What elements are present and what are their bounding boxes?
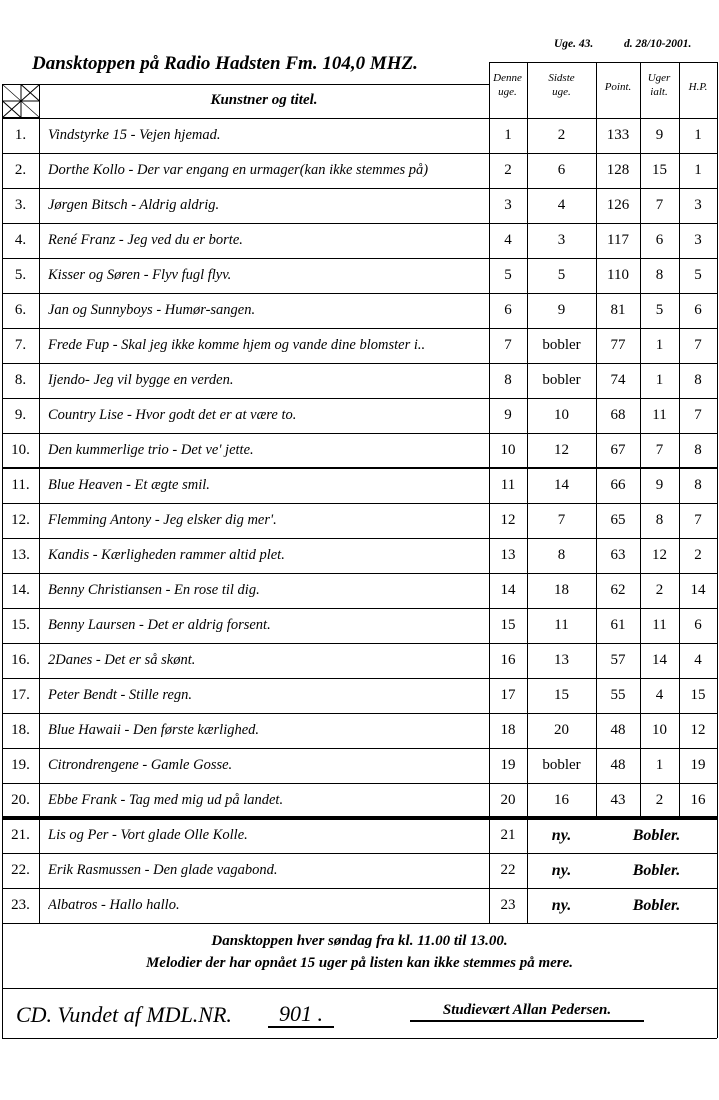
rule-vertical — [679, 62, 680, 818]
hp-value: 1 — [694, 127, 702, 143]
rule-horizontal — [489, 62, 717, 63]
rule-horizontal — [2, 923, 717, 924]
this-week-value: 13 — [500, 547, 516, 563]
this-week-value: 1 — [504, 127, 512, 143]
bubbler-label: Bobler. — [632, 826, 681, 844]
song-title: Lis og Per - Vort glade Olle Kolle. — [48, 827, 248, 843]
col-points: Point. — [604, 81, 632, 93]
rule-vertical — [596, 62, 597, 818]
weeks-total-value: 12 — [652, 547, 667, 563]
col-hp: H.P. — [688, 81, 708, 93]
weeks-total-value: 2 — [655, 582, 664, 598]
weeks-total-value: 11 — [652, 407, 667, 423]
rank-number: 16. — [11, 652, 30, 668]
new-entry-label: ny. — [551, 826, 572, 844]
last-week-value: 5 — [557, 267, 566, 283]
rank-number: 5. — [14, 267, 27, 283]
song-title: Flemming Antony - Jeg elsker dig mer'. — [48, 512, 277, 528]
hp-value: 7 — [694, 407, 702, 423]
song-title: Jan og Sunnyboys - Humør-sangen. — [48, 302, 256, 318]
hp-value: 1 — [694, 162, 702, 178]
new-entry-label: ny. — [551, 861, 572, 879]
points-value: 43 — [610, 792, 626, 808]
last-week-value: 14 — [554, 477, 569, 493]
hp-value: 15 — [690, 687, 706, 703]
col-weeks-line1: Uger — [647, 72, 671, 84]
rank-number: 2. — [14, 162, 27, 178]
this-week-value: 18 — [500, 722, 516, 738]
hp-value: 7 — [694, 337, 702, 353]
page-title: Dansktoppen på Radio Hadsten Fm. 104,0 MHZ. — [32, 53, 418, 74]
points-value: 110 — [607, 267, 629, 283]
this-week-value: 4 — [504, 232, 512, 248]
col-last-week-line1: Sidste — [548, 72, 575, 84]
hp-value: 6 — [694, 617, 702, 633]
hp-value: 2 — [694, 547, 702, 563]
bubbler-label: Bobler. — [632, 896, 681, 914]
last-week-value: bobler — [542, 372, 581, 388]
rank-number: 7. — [14, 337, 27, 353]
this-week-value: 16 — [500, 652, 516, 668]
rule-horizontal — [2, 84, 489, 85]
host-name: Studievært Allan Pedersen. — [410, 1001, 644, 1022]
song-title: Erik Rasmussen - Den glade vagabond. — [48, 862, 278, 878]
weeks-total-value: 4 — [655, 687, 664, 703]
cd-winner-label: CD. Vundet af MDL.NR. — [16, 1002, 232, 1027]
last-week-value: 13 — [554, 652, 569, 668]
song-title: Country Lise - Hvor godt det er at være to. — [48, 407, 297, 423]
weeks-total-value: 2 — [655, 792, 664, 808]
this-week-value: 15 — [500, 617, 516, 633]
this-week-value: 21 — [500, 827, 516, 843]
song-title: Benny Laursen - Det er aldrig forsent. — [48, 617, 271, 633]
song-title: Jørgen Bitsch - Aldrig aldrig. — [48, 197, 220, 213]
points-value: 126 — [606, 197, 630, 213]
corner-cross-icon — [2, 84, 40, 118]
last-week-value: 12 — [554, 442, 569, 458]
rank-number: 6. — [14, 302, 27, 318]
rank-number: 10. — [11, 442, 30, 458]
song-title: Peter Bendt - Stille regn. — [48, 687, 193, 703]
col-weeks-line2: ialt. — [650, 86, 668, 98]
hp-value: 8 — [694, 442, 702, 458]
points-value: 117 — [607, 232, 629, 248]
rank-number: 23. — [11, 897, 30, 913]
weeks-total-value: 9 — [655, 127, 664, 143]
last-week-value: 18 — [554, 582, 569, 598]
rule-horizontal — [2, 1038, 717, 1039]
last-week-value: bobler — [542, 757, 581, 773]
song-title: Ijendo- Jeg vil bygge en verden. — [48, 372, 234, 388]
rank-number: 11. — [11, 477, 30, 493]
points-value: 48 — [610, 722, 626, 738]
rank-number: 13. — [11, 547, 30, 563]
col-this-week — [489, 71, 526, 99]
hp-value: 5 — [694, 267, 702, 283]
last-week-value: 7 — [557, 512, 566, 528]
rule-vertical — [39, 84, 40, 923]
weeks-total-value: 7 — [655, 442, 664, 458]
this-week-value: 7 — [504, 337, 512, 353]
footer-line1: Dansktoppen hver søndag fra kl. 11.00 til 13.00. — [211, 933, 508, 949]
date-label: d. 28/10-2001. — [624, 38, 692, 50]
rank-number: 3. — [14, 197, 27, 213]
rank-number: 20. — [11, 792, 30, 808]
rank-number: 9. — [14, 407, 27, 423]
weeks-total-value: 6 — [655, 232, 664, 248]
song-title: Dorthe Kollo - Der var engang en urmager(kan ikke stemmes på) — [48, 162, 429, 178]
rank-number: 19. — [11, 757, 30, 773]
rank-number: 22. — [11, 862, 30, 878]
song-title: Vindstyrke 15 - Vejen hjemad. — [48, 127, 221, 143]
hp-value: 6 — [694, 302, 702, 318]
rank-number: 15. — [11, 617, 30, 633]
points-value: 68 — [610, 407, 626, 423]
last-week-value: 20 — [554, 722, 569, 738]
footer-line2: Melodier der har opnået 15 uger på listen kan ikke stemmes på mere. — [145, 955, 574, 971]
last-week-value: 3 — [557, 232, 566, 248]
hp-value: 3 — [694, 197, 702, 213]
song-title: Citrondrengene - Gamle Gosse. — [48, 757, 233, 773]
col-artist: Kunstner og titel. — [210, 92, 318, 108]
song-title: Ebbe Frank - Tag med mig ud på landet. — [48, 792, 284, 808]
weeks-total-value: 14 — [652, 652, 667, 668]
this-week-value: 19 — [500, 757, 516, 773]
rank-number: 18. — [11, 722, 30, 738]
points-value: 62 — [610, 582, 626, 598]
last-week-value: 2 — [557, 127, 566, 143]
hp-value: 7 — [694, 512, 702, 528]
hp-value: 4 — [694, 652, 702, 668]
new-entry-label: ny. — [551, 896, 572, 914]
weeks-total-value: 1 — [655, 372, 664, 388]
col-this-week-line1: Denne — [493, 72, 522, 84]
this-week-value: 3 — [504, 197, 512, 213]
this-week-value: 23 — [500, 897, 516, 913]
points-value: 66 — [610, 477, 626, 493]
rank-number: 17. — [11, 687, 30, 703]
rule-vertical — [489, 62, 490, 923]
week-label: Uge. 43. — [554, 38, 594, 50]
weeks-total-value: 1 — [655, 337, 664, 353]
this-week-value: 5 — [504, 267, 512, 283]
cd-winner-number: 901 . — [268, 1002, 334, 1028]
weeks-total-value: 15 — [652, 162, 667, 178]
last-week-value: 16 — [554, 792, 569, 808]
song-title: Benny Christiansen - En rose til dig. — [48, 582, 260, 598]
rank-number: 1. — [14, 127, 27, 143]
song-title: 2Danes - Det er så skønt. — [48, 652, 196, 668]
rule-vertical — [640, 62, 641, 818]
points-value: 67 — [610, 442, 626, 458]
weeks-total-value: 1 — [655, 757, 664, 773]
song-title: René Franz - Jeg ved du er borte. — [48, 232, 243, 248]
hp-value: 8 — [694, 477, 702, 493]
points-value: 61 — [610, 617, 626, 633]
this-week-value: 17 — [500, 687, 516, 703]
weeks-total-value: 9 — [655, 477, 664, 493]
weeks-total-value: 11 — [652, 617, 667, 633]
points-value: 55 — [610, 687, 626, 703]
rank-number: 4. — [14, 232, 27, 248]
points-value: 65 — [610, 512, 626, 528]
rank-number: 8. — [14, 372, 27, 388]
this-week-value: 12 — [500, 512, 516, 528]
this-week-value: 6 — [504, 302, 512, 318]
hp-value: 14 — [690, 582, 706, 598]
last-week-value: 10 — [554, 407, 569, 423]
col-this-week-line2: uge. — [498, 86, 517, 98]
song-title: Den kummerlige trio - Det ve' jette. — [48, 442, 254, 458]
points-value: 128 — [606, 162, 630, 178]
bubbler-label: Bobler. — [632, 861, 681, 879]
hp-value: 16 — [690, 792, 706, 808]
weeks-total-value: 8 — [655, 267, 664, 283]
song-title: Blue Heaven - Et ægte smil. — [48, 477, 210, 493]
this-week-value: 11 — [500, 477, 516, 493]
last-week-value: 8 — [557, 547, 566, 563]
last-week-value: 4 — [557, 197, 566, 213]
points-value: 57 — [610, 652, 626, 668]
weeks-total-value: 7 — [655, 197, 664, 213]
hp-value: 3 — [694, 232, 702, 248]
last-week-value: 15 — [554, 687, 569, 703]
weeks-total-value: 5 — [655, 302, 664, 318]
points-value: 81 — [610, 302, 626, 318]
last-week-value: 11 — [554, 617, 569, 633]
this-week-value: 14 — [500, 582, 516, 598]
this-week-value: 9 — [504, 407, 512, 423]
rank-number: 14. — [11, 582, 30, 598]
this-week-value: 20 — [500, 792, 516, 808]
this-week-value: 22 — [500, 862, 516, 878]
song-title: Blue Hawaii - Den første kærlighed. — [48, 722, 260, 738]
rule-vertical — [717, 62, 718, 923]
col-weeks-total — [640, 71, 678, 99]
rank-number: 12. — [11, 512, 30, 528]
song-title: Kisser og Søren - Flyv fugl flyv. — [48, 267, 232, 283]
this-week-value: 2 — [504, 162, 512, 178]
last-week-value: bobler — [542, 337, 581, 353]
hp-value: 19 — [690, 757, 706, 773]
song-title: Kandis - Kærligheden rammer altid plet. — [48, 547, 285, 563]
this-week-value: 8 — [504, 372, 512, 388]
last-week-value: 6 — [557, 162, 566, 178]
rule-horizontal — [2, 988, 717, 989]
points-value: 77 — [610, 337, 626, 353]
last-week-value: 9 — [557, 302, 566, 318]
points-value: 63 — [610, 547, 626, 563]
this-week-value: 10 — [500, 442, 516, 458]
song-title: Albatros - Hallo hallo. — [48, 897, 180, 913]
col-last-week-line2: uge. — [552, 86, 571, 98]
points-value: 48 — [610, 757, 626, 773]
rule-vertical — [527, 62, 528, 923]
weeks-total-value: 10 — [652, 722, 667, 738]
hp-value: 12 — [690, 722, 706, 738]
points-value: 74 — [610, 372, 626, 388]
rank-number: 21. — [11, 827, 30, 843]
points-value: 133 — [606, 127, 630, 143]
song-title: Frede Fup - Skal jeg ikke komme hjem og vande dine blomster i.. — [48, 337, 426, 353]
col-last-week — [528, 71, 595, 99]
rule-vertical — [2, 84, 3, 923]
hp-value: 8 — [694, 372, 702, 388]
weeks-total-value: 8 — [655, 512, 664, 528]
